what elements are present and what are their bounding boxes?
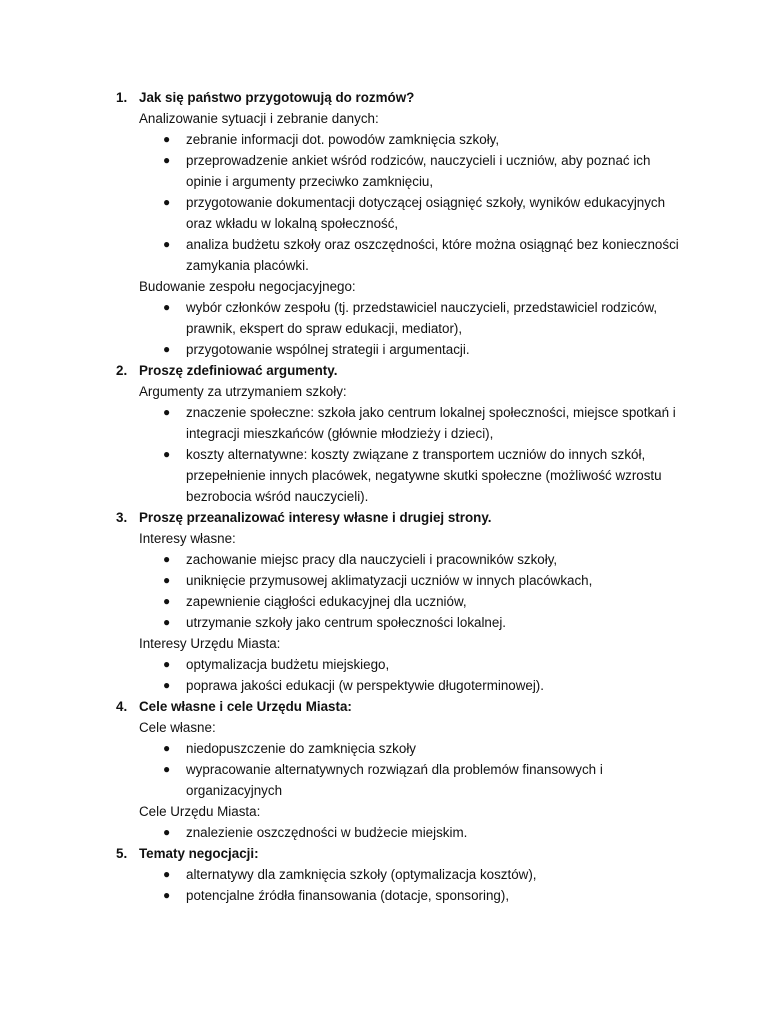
section-title: Proszę przeanalizować interesy własne i drugiej strony. xyxy=(139,510,492,525)
list-item-text: wybór członków zespołu (tj. przedstawiciel nauczycieli, przedstawiciel rodziców, prawnik, ekspert do spraw edukacji, mediator), xyxy=(186,300,658,336)
bullet-list xyxy=(116,822,686,843)
list-item xyxy=(116,129,686,150)
section-number: 4. xyxy=(116,699,128,714)
list-item-text: znaczenie społeczne: szkoła jako centrum lokalnej społeczności, miejsce spotkań i integracji mieszkańców (głównie młodzieży i dzieci), xyxy=(186,405,676,441)
bullet-icon: ● xyxy=(163,594,171,608)
list-item xyxy=(116,402,686,444)
list-item xyxy=(116,864,686,885)
list-item xyxy=(116,339,686,360)
group-label: Interesy własne: xyxy=(139,531,236,546)
list-item xyxy=(116,759,686,801)
section-heading xyxy=(116,507,686,528)
list-item xyxy=(116,654,686,675)
section-heading xyxy=(116,843,686,864)
list-item-text: potencjalne źródła finansowania (dotacje, sponsoring), xyxy=(186,888,510,903)
section-heading xyxy=(116,87,686,108)
bullet-icon: ● xyxy=(163,342,171,356)
bullet-icon: ● xyxy=(163,657,171,671)
bullet-icon: ● xyxy=(163,237,171,251)
bullet-icon: ● xyxy=(163,405,171,419)
list-item xyxy=(116,549,686,570)
group-label: Argumenty za utrzymaniem szkoły: xyxy=(139,384,347,399)
list-item-text: zebranie informacji dot. powodów zamknięcia szkoły, xyxy=(186,132,500,147)
bullet-icon: ● xyxy=(163,195,171,209)
bullet-icon: ● xyxy=(163,741,171,755)
bullet-list xyxy=(116,129,686,276)
list-item xyxy=(116,150,686,192)
bullet-icon: ● xyxy=(163,678,171,692)
section-title: Cele własne i cele Urzędu Miasta: xyxy=(139,699,352,714)
bullet-icon: ● xyxy=(163,615,171,629)
bullet-icon: ● xyxy=(163,888,171,902)
section-2 xyxy=(116,360,686,507)
bullet-icon: ● xyxy=(163,447,171,461)
section-3 xyxy=(116,507,686,696)
list-item-text: znalezienie oszczędności w budżecie miejskim. xyxy=(186,825,468,840)
list-item xyxy=(116,885,686,906)
bullet-icon: ● xyxy=(163,300,171,314)
list-item xyxy=(116,612,686,633)
section-heading xyxy=(116,696,686,717)
bullet-icon: ● xyxy=(163,762,171,776)
list-item-text: alternatywy dla zamknięcia szkoły (optymalizacja kosztów), xyxy=(186,867,537,882)
list-item-text: zapewnienie ciągłości edukacyjnej dla uczniów, xyxy=(186,594,467,609)
list-item-text: zachowanie miejsc pracy dla nauczycieli i pracowników szkoły, xyxy=(186,552,558,567)
section-title: Proszę zdefiniować argumenty. xyxy=(139,363,338,378)
bullet-icon: ● xyxy=(163,552,171,566)
group-label: Cele Urzędu Miasta: xyxy=(139,804,261,819)
group-label: Analizowanie sytuacji i zebranie danych: xyxy=(139,111,379,126)
bullet-icon: ● xyxy=(163,867,171,881)
section-4 xyxy=(116,696,686,843)
list-item xyxy=(116,297,686,339)
section-number: 2. xyxy=(116,363,128,378)
section-title: Jak się państwo przygotowują do rozmów? xyxy=(139,90,415,105)
section-number: 5. xyxy=(116,846,128,861)
list-item-text: niedopuszczenie do zamknięcia szkoły xyxy=(186,741,416,756)
list-item xyxy=(116,822,686,843)
bullet-list xyxy=(116,654,686,696)
bullet-icon: ● xyxy=(163,132,171,146)
list-item xyxy=(116,591,686,612)
group-label: Cele własne: xyxy=(139,720,216,735)
section-number: 3. xyxy=(116,510,128,525)
section-number: 1. xyxy=(116,90,128,105)
group-label: Budowanie zespołu negocjacyjnego: xyxy=(139,279,356,294)
list-item xyxy=(116,738,686,759)
list-item xyxy=(116,675,686,696)
section-heading xyxy=(116,360,686,381)
bullet-list xyxy=(116,297,686,360)
list-item-text: przygotowanie dokumentacji dotyczącej osiągnięć szkoły, wyników edukacyjnych oraz wkładu w lokalną społeczność, xyxy=(186,195,666,231)
bullet-list xyxy=(116,402,686,507)
bullet-list xyxy=(116,864,686,906)
list-item xyxy=(116,234,686,276)
section-1 xyxy=(116,87,686,360)
bullet-list xyxy=(116,738,686,801)
bullet-icon: ● xyxy=(163,825,171,839)
section-5 xyxy=(116,843,686,906)
section-title: Tematy negocjacji: xyxy=(139,846,259,861)
group-label: Interesy Urzędu Miasta: xyxy=(139,636,281,651)
list-item xyxy=(116,444,686,507)
bullet-icon: ● xyxy=(163,573,171,587)
document-body xyxy=(116,87,686,906)
list-item xyxy=(116,570,686,591)
list-item-text: przygotowanie wspólnej strategii i argumentacji. xyxy=(186,342,470,357)
list-item xyxy=(116,192,686,234)
list-item-text: wypracowanie alternatywnych rozwiązań dla problemów finansowych i organizacyjnych xyxy=(186,762,603,798)
list-item-text: optymalizacja budżetu miejskiego, xyxy=(186,657,390,672)
list-item-text: koszty alternatywne: koszty związane z transportem uczniów do innych szkół, przepełnienie innych placówek, negatywne skutki społeczne (możliwość wzrostu bezrobocia wśród nauczycieli). xyxy=(186,447,662,504)
bullet-icon: ● xyxy=(163,153,171,167)
list-item-text: poprawa jakości edukacji (w perspektywie długoterminowej). xyxy=(186,678,544,693)
list-item-text: uniknięcie przymusowej aklimatyzacji uczniów w innych placówkach, xyxy=(186,573,593,588)
list-item-text: analiza budżetu szkoły oraz oszczędności, które można osiągnąć bez konieczności zamykania placówki. xyxy=(186,237,679,273)
bullet-list xyxy=(116,549,686,633)
list-item-text: przeprowadzenie ankiet wśród rodziców, nauczycieli i uczniów, aby poznać ich opinie i argumenty przeciwko zamknięciu, xyxy=(186,153,651,189)
list-item-text: utrzymanie szkoły jako centrum społeczności lokalnej. xyxy=(186,615,507,630)
